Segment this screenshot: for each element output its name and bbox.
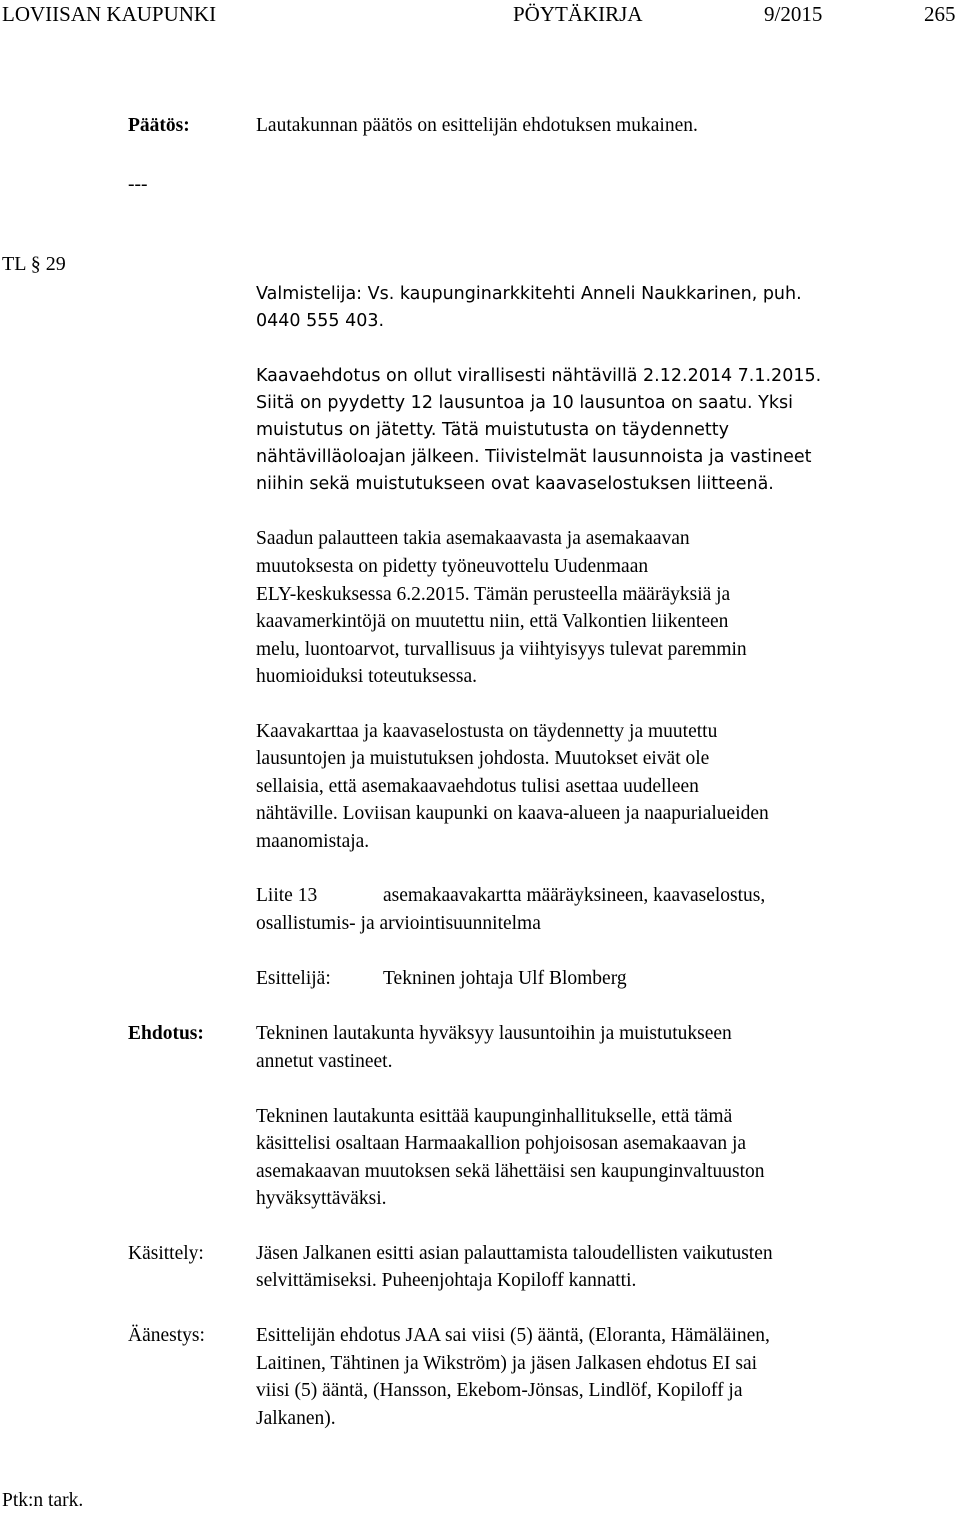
handling-label: Käsittely: [128, 1243, 204, 1264]
decision-label: Päätös: [128, 115, 190, 136]
paragraph-line: viisi (5) ääntä, (Hansson, Ekebom-Jönsas, Lindlöf, Kopiloff ja [256, 1380, 743, 1401]
header-issue: 9/2015 [764, 2, 823, 26]
paragraph-line: käsittelisi osaltaan Harmaakallion pohjoisosan asemakaavan ja [256, 1133, 747, 1154]
preparer-line: 0440 555 403. [256, 311, 385, 331]
paragraph-line: Tekninen lautakunta esittää kaupunginhallitukselle, että tämä [256, 1106, 733, 1127]
paragraph-line: annetut vastineet. [256, 1051, 393, 1072]
paragraph-line: melu, luontoarvot, turvallisuus ja viihtyisyys tulevat paremmin [256, 639, 747, 660]
decision-text: Lautakunnan päätös on esittelijän ehdotuksen mukainen. [256, 115, 698, 136]
paragraph-line: Jalkanen). [256, 1408, 336, 1429]
paragraph-line: Esittelijän ehdotus JAA sai viisi (5) ääntä, (Eloranta, Hämäläinen, [256, 1325, 770, 1346]
paragraph-line: huomioiduksi toteutuksessa. [256, 666, 477, 687]
paragraph-line: maanomistaja. [256, 831, 370, 852]
header-doc-type: PÖYTÄKIRJA [513, 2, 643, 26]
paragraph-line: Siitä on pyydetty 12 lausuntoa ja 10 lausuntoa on saatu. Yksi [256, 393, 793, 413]
header-page-number: 265 [924, 2, 956, 26]
paragraph-line: Laitinen, Tähtinen ja Wikström) ja jäsen Jalkasen ehdotus EI sai [256, 1353, 758, 1374]
paragraph-line: kaavamerkintöjä on muutettu niin, että Valkontien liikenteen [256, 611, 729, 632]
attachment-line: asemakaavakartta määräyksineen, kaavaselostus, [383, 885, 766, 906]
paragraph-line: Kaavaehdotus on ollut virallisesti nähtävillä 2.12.2014 7.1.2015. [256, 366, 822, 386]
paragraph-line: hyväksyttäväksi. [256, 1188, 387, 1209]
paragraph-line: Saadun palautteen takia asemakaavasta ja asemakaavan [256, 528, 690, 549]
paragraph-line: asemakaavan muutoksen sekä lähettäisi sen kaupunginvaltuuston [256, 1161, 765, 1182]
presenter-label: Esittelijä: [256, 968, 331, 989]
paragraph-line: muistutus on jätetty. Tätä muistutusta on täydennetty [256, 420, 730, 440]
paragraph-line: niihin sekä muistutukseen ovat kaavaselostuksen liitteenä. [256, 474, 774, 494]
voting-label: Äänestys: [128, 1325, 205, 1346]
preparer-line: Valmistelija: Vs. kaupunginarkkitehti Anneli Naukkarinen, puh. [256, 284, 802, 304]
paragraph-line: muutoksesta on pidetty työneuvottelu Uudenmaan [256, 556, 649, 577]
paragraph-line: sellaisia, että asemakaavaehdotus tulisi asettaa uudelleen [256, 776, 699, 797]
paragraph-line: ELY-keskuksessa 6.2.2015. Tämän perusteella määräyksiä ja [256, 584, 731, 605]
paragraph-line: nähtäville. Loviisan kaupunki on kaava-alueen ja naapurialueiden [256, 803, 769, 824]
footer-checked: Ptk:n tark. [2, 1490, 84, 1511]
paragraph-line: Kaavakarttaa ja kaavaselostusta on täydennetty ja muutettu [256, 721, 718, 742]
header-org: LOVIISAN KAUPUNKI [2, 2, 217, 26]
separator: --- [128, 174, 148, 195]
section-id: TL § 29 [2, 253, 66, 275]
paragraph-line: Tekninen lautakunta hyväksyy lausuntoihin ja muistutukseen [256, 1023, 732, 1044]
proposal-label: Ehdotus: [128, 1023, 204, 1044]
paragraph-line: nähtävilläoloajan jälkeen. Tiivistelmät lausunnoista ja vastineet [256, 447, 812, 467]
attachment-label: Liite 13 [256, 885, 318, 906]
presenter-value: Tekninen johtaja Ulf Blomberg [383, 968, 627, 989]
paragraph-line: selvittämiseksi. Puheenjohtaja Kopiloff kannatti. [256, 1270, 637, 1291]
paragraph-line: Jäsen Jalkanen esitti asian palauttamista taloudellisten vaikutusten [256, 1243, 773, 1264]
paragraph-line: lausuntojen ja muistutuksen johdosta. Muutokset eivät ole [256, 748, 710, 769]
attachment-line: osallistumis- ja arviointisuunnitelma [256, 913, 541, 934]
